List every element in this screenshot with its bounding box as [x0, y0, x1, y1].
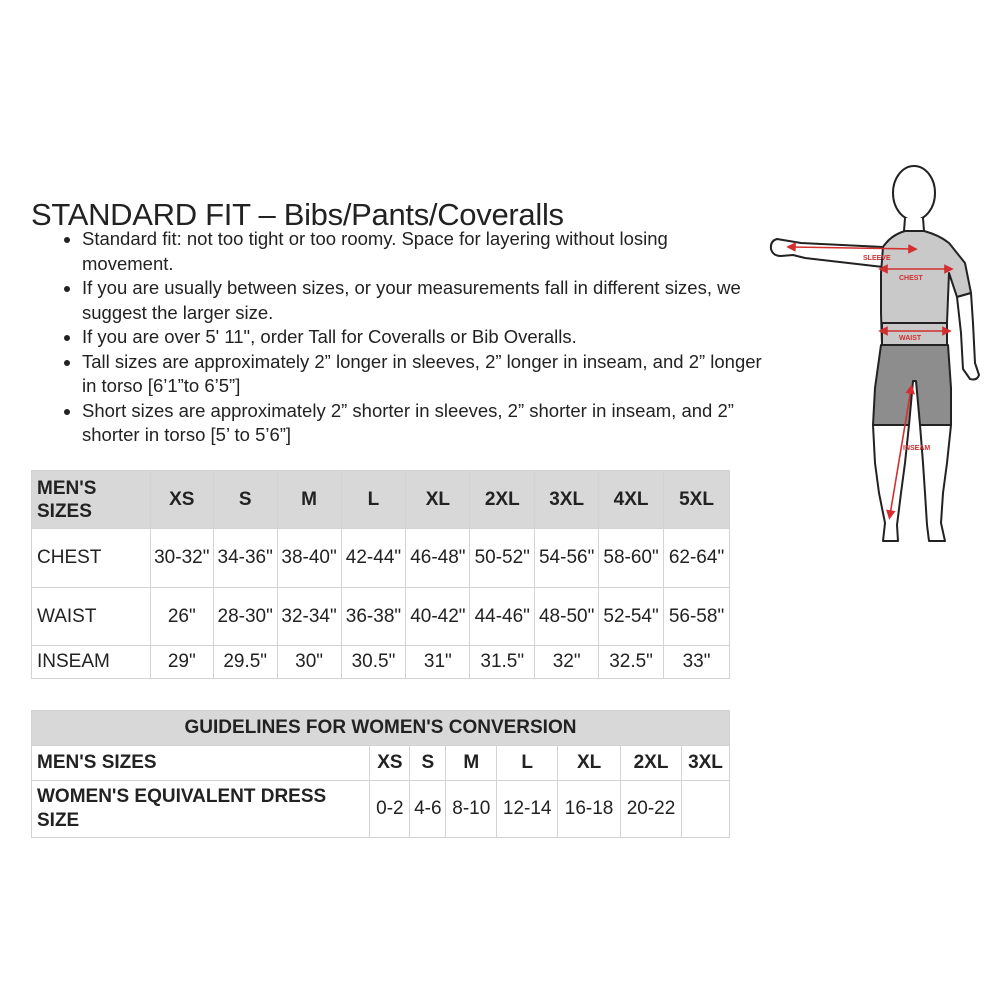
fit-note: • Tall sizes are approximately 2” longer in sleeves, 2” longer in inseam, and 2” longer in torso [6’1”to 6’5”] [82, 350, 762, 399]
size-header: XL [406, 471, 470, 529]
table-cell: 30-32" [150, 529, 213, 588]
table-cell: 31.5" [470, 646, 535, 679]
measurement-figure [765, 163, 980, 553]
chest-label: CHEST [899, 275, 923, 282]
table-cell: 32-34" [277, 588, 341, 646]
size-header: 4XL [599, 471, 664, 529]
table-cell: 30" [277, 646, 341, 679]
table-cell: 50-52" [470, 529, 535, 588]
table-cell: 34-36" [213, 529, 277, 588]
size-header: XL [558, 746, 621, 781]
table-cell: 56-58" [664, 588, 730, 646]
waist-label: WAIST [899, 335, 922, 342]
conversion-caption: GUIDELINES FOR WOMEN'S CONVERSION [32, 711, 730, 746]
sleeve-label: SLEEVE [863, 255, 891, 262]
fit-note: • If you are over 5' 11", order Tall for Coveralls or Bib Overalls. [82, 325, 762, 350]
size-header: 3XL [535, 471, 599, 529]
mens-sizes-header: MEN'S SIZES [32, 471, 151, 529]
chest-row [32, 529, 730, 588]
table-cell: 44-46" [470, 588, 535, 646]
table-cell: 32.5" [599, 646, 664, 679]
table-cell: 29.5" [213, 646, 277, 679]
size-header: L [497, 746, 558, 781]
size-header: 5XL [664, 471, 730, 529]
table-cell: 54-56" [535, 529, 599, 588]
table-cell: 0-2 [370, 781, 410, 838]
conversion-header-row [32, 746, 730, 781]
row-label: INSEAM [32, 646, 151, 679]
table-cell: 62-64" [664, 529, 730, 588]
womens-conversion-table [31, 710, 730, 838]
womens-equivalent-label: WOMEN'S EQUIVALENT DRESS SIZE [32, 781, 370, 838]
mens-sizes-header: MEN'S SIZES [32, 746, 370, 781]
table-cell: 4-6 [410, 781, 446, 838]
table-cell: 8-10 [446, 781, 497, 838]
fit-note: • Short sizes are approximately 2” shorter in sleeves, 2” shorter in inseam, and 2” shorter in torso [5’ to 5’6”] [82, 399, 762, 448]
table-cell: 32" [535, 646, 599, 679]
table-cell: 16-18 [558, 781, 621, 838]
table-cell: 36-38" [341, 588, 406, 646]
table-cell: 20-22 [621, 781, 682, 838]
size-header-row [32, 471, 730, 529]
size-header: S [213, 471, 277, 529]
size-header: S [410, 746, 446, 781]
table-cell: 12-14 [497, 781, 558, 838]
size-header: 2XL [621, 746, 682, 781]
size-header: L [341, 471, 406, 529]
table-cell: 40-42" [406, 588, 470, 646]
table-cell [681, 781, 729, 838]
size-header: 2XL [470, 471, 535, 529]
size-header: 3XL [681, 746, 729, 781]
table-cell: 52-54" [599, 588, 664, 646]
inseam-row [32, 646, 730, 679]
table-cell: 46-48" [406, 529, 470, 588]
table-cell: 48-50" [535, 588, 599, 646]
fit-notes-list [60, 227, 762, 448]
page-title: STANDARD FIT – Bibs/Pants/Coveralls [31, 196, 564, 232]
size-header: M [446, 746, 497, 781]
table-cell: 26" [150, 588, 213, 646]
fit-note: • If you are usually between sizes, or your measurements fall in different sizes, we suggest the larger size. [82, 276, 762, 325]
inseam-label: INSEAM [903, 445, 931, 452]
fit-note: • Standard fit: not too tight or too roomy. Space for layering without losing movement. [82, 227, 762, 276]
table-cell: 28-30" [213, 588, 277, 646]
waist-row [32, 588, 730, 646]
table-cell: 31" [406, 646, 470, 679]
womens-equivalent-row [32, 781, 730, 838]
row-label: WAIST [32, 588, 151, 646]
size-header: XS [150, 471, 213, 529]
mens-size-table [31, 470, 730, 679]
size-header: M [277, 471, 341, 529]
body-outline [771, 166, 979, 541]
table-cell: 42-44" [341, 529, 406, 588]
table-cell: 30.5" [341, 646, 406, 679]
table-cell: 58-60" [599, 529, 664, 588]
table-cell: 38-40" [277, 529, 341, 588]
row-label: CHEST [32, 529, 151, 588]
size-header: XS [370, 746, 410, 781]
table-cell: 33" [664, 646, 730, 679]
table-cell: 29" [150, 646, 213, 679]
conversion-caption-row [32, 711, 730, 746]
